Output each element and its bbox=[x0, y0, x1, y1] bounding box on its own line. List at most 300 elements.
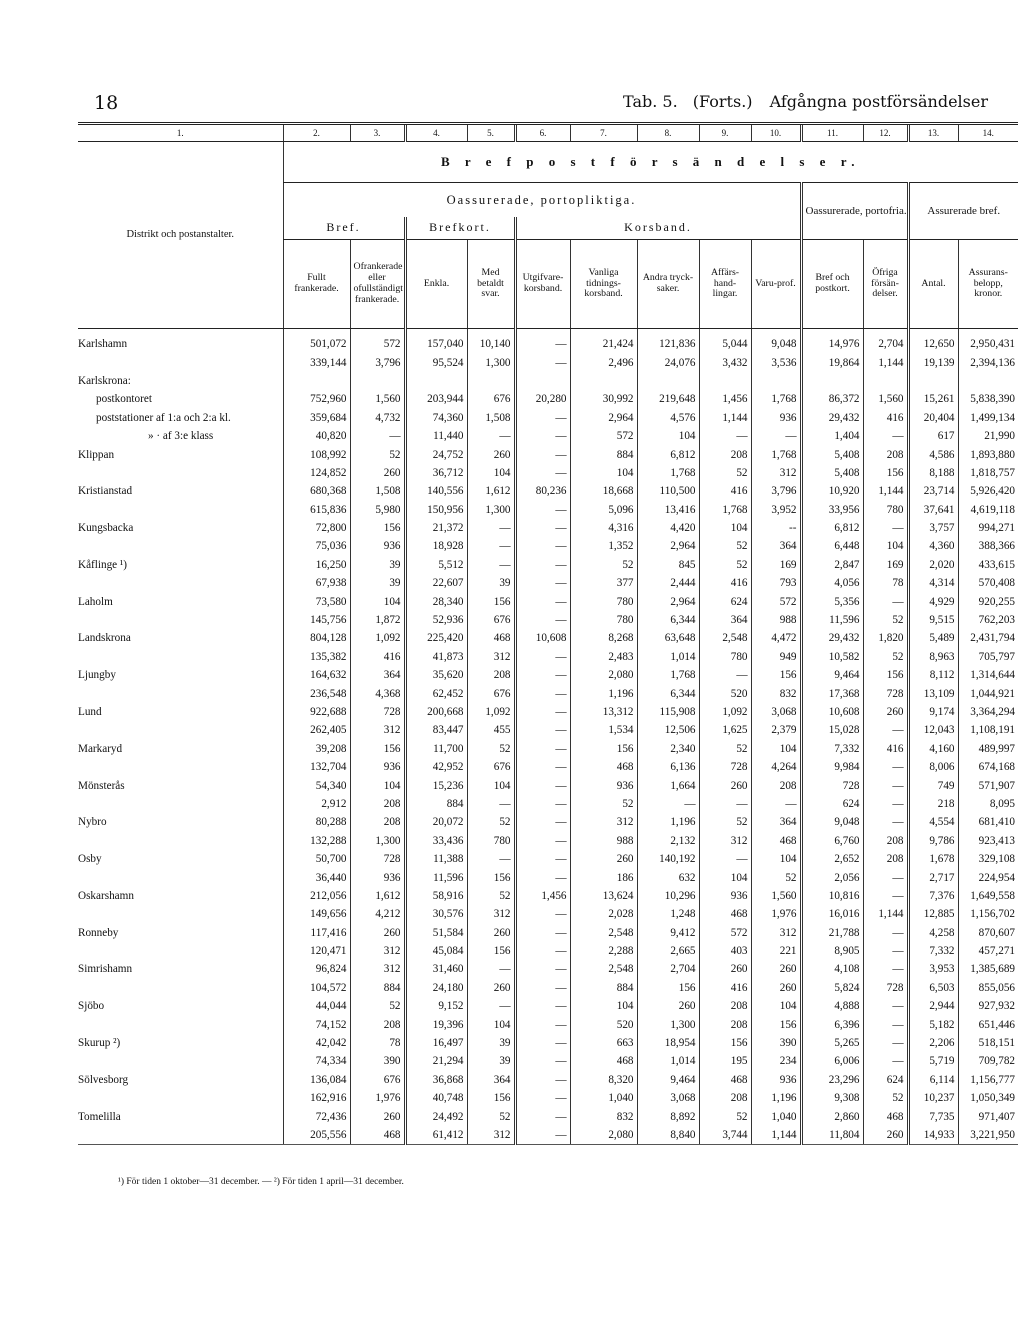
table-cell: — bbox=[515, 1089, 570, 1107]
table-cell: 260 bbox=[350, 464, 405, 482]
table-cell: — bbox=[863, 813, 908, 831]
table-cell: — bbox=[751, 427, 801, 445]
table-row bbox=[78, 501, 1018, 519]
table-cell: — bbox=[863, 887, 908, 905]
table-cell: 780 bbox=[863, 501, 908, 519]
table-cell: 5,824 bbox=[801, 979, 863, 997]
table-cell: 1,092 bbox=[699, 703, 751, 721]
table-cell: 2,912 bbox=[283, 795, 350, 813]
column-number: 13. bbox=[908, 124, 958, 142]
row-label: Tomelilla bbox=[78, 1110, 121, 1123]
table-cell: 416 bbox=[699, 482, 751, 500]
table-cell: 572 bbox=[350, 329, 405, 354]
column-number: 8. bbox=[637, 124, 699, 142]
table-cell: 52 bbox=[467, 887, 515, 905]
table-cell: — bbox=[515, 537, 570, 555]
table-cell: 15,261 bbox=[908, 390, 958, 408]
table-cell: 4,554 bbox=[908, 813, 958, 831]
table-cell: 3,068 bbox=[637, 1089, 699, 1107]
row-label bbox=[78, 942, 283, 960]
table-cell: 364 bbox=[751, 813, 801, 831]
table-cell: 832 bbox=[570, 1107, 637, 1125]
table-cell: 44,044 bbox=[283, 997, 350, 1015]
table-cell: 403 bbox=[699, 942, 751, 960]
table-cell: 6,136 bbox=[637, 758, 699, 776]
row-label bbox=[78, 684, 283, 702]
table-cell: 2,444 bbox=[637, 574, 699, 592]
row-label bbox=[78, 353, 283, 371]
row-label: Ronneby bbox=[78, 926, 119, 939]
row-label bbox=[78, 574, 283, 592]
table-cell: 6,344 bbox=[637, 684, 699, 702]
table-cell: 780 bbox=[570, 592, 637, 610]
table-cell: 132,704 bbox=[283, 758, 350, 776]
row-label bbox=[78, 648, 283, 666]
column-number: 4. bbox=[405, 124, 467, 142]
table-cell: 4,576 bbox=[637, 409, 699, 427]
table-cell: 1,508 bbox=[350, 482, 405, 500]
table-cell: 1,014 bbox=[637, 1052, 699, 1070]
table-cell: 4,264 bbox=[751, 758, 801, 776]
table-cell: 1,976 bbox=[350, 1089, 405, 1107]
table-cell: 86,372 bbox=[801, 390, 863, 408]
table-cell: — bbox=[515, 1015, 570, 1033]
table-cell: 21,372 bbox=[405, 519, 467, 537]
table-cell: 4,108 bbox=[801, 960, 863, 978]
table-cell: 11,700 bbox=[405, 740, 467, 758]
table-cell: 3,536 bbox=[751, 353, 801, 371]
table-cell: 1,196 bbox=[637, 813, 699, 831]
table-cell: 6,760 bbox=[801, 832, 863, 850]
table-cell: 728 bbox=[699, 758, 751, 776]
table-cell: 884 bbox=[570, 445, 637, 463]
table-cell: 728 bbox=[863, 979, 908, 997]
table-cell: — bbox=[699, 427, 751, 445]
table-cell: 1,248 bbox=[637, 905, 699, 923]
table-row bbox=[78, 464, 1018, 482]
subheader: Öfriga försän-delser. bbox=[863, 240, 908, 329]
table-cell: 104 bbox=[751, 740, 801, 758]
main-title-row bbox=[78, 142, 1018, 183]
table-cell: — bbox=[863, 427, 908, 445]
table-cell: 19,864 bbox=[801, 353, 863, 371]
table-cell: 11,596 bbox=[801, 611, 863, 629]
table-cell: 4,360 bbox=[908, 537, 958, 555]
table-cell: 1,300 bbox=[350, 832, 405, 850]
table-cell: — bbox=[863, 758, 908, 776]
table-cell: 33,956 bbox=[801, 501, 863, 519]
table-cell: 80,288 bbox=[283, 813, 350, 831]
page-number: 18 bbox=[94, 92, 119, 114]
table-cell: 728 bbox=[350, 703, 405, 721]
statistics-table bbox=[78, 122, 1018, 1145]
table-cell: — bbox=[515, 740, 570, 758]
table-cell: 1,456 bbox=[515, 887, 570, 905]
table-cell: 6,812 bbox=[637, 445, 699, 463]
table-cell: 416 bbox=[699, 979, 751, 997]
table-cell: 1,818,757 bbox=[958, 464, 1018, 482]
table-cell: 6,344 bbox=[637, 611, 699, 629]
table-cell: 390 bbox=[350, 1052, 405, 1070]
row-label: Kåflinge ¹) bbox=[78, 558, 128, 571]
table-cell: 468 bbox=[699, 905, 751, 923]
table-cell: 11,596 bbox=[405, 868, 467, 886]
table-cell: 52 bbox=[699, 813, 751, 831]
table-cell: 7,332 bbox=[908, 942, 958, 960]
table-cell: 11,804 bbox=[801, 1126, 863, 1145]
table-cell: 61,412 bbox=[405, 1126, 467, 1145]
subheader: Andra tryck-saker. bbox=[637, 240, 699, 329]
table-cell: — bbox=[699, 666, 751, 684]
table-cell: 936 bbox=[350, 758, 405, 776]
table-cell: 4,314 bbox=[908, 574, 958, 592]
table-cell: 364 bbox=[751, 537, 801, 555]
table-cell: 78 bbox=[350, 1034, 405, 1052]
table-cell: 73,580 bbox=[283, 592, 350, 610]
row-label: Simrishamn bbox=[78, 963, 133, 976]
table-cell bbox=[908, 372, 958, 390]
table-cell: — bbox=[515, 813, 570, 831]
table-cell: — bbox=[863, 960, 908, 978]
table-cell: — bbox=[467, 556, 515, 574]
table-cell: — bbox=[515, 721, 570, 739]
table-cell: 72,436 bbox=[283, 1107, 350, 1125]
table-cell: 225,420 bbox=[405, 629, 467, 647]
table-cell: 927,932 bbox=[958, 997, 1018, 1015]
table-cell: 19,396 bbox=[405, 1015, 467, 1033]
row-label bbox=[78, 1126, 283, 1145]
subheader: Ofrankerade eller ofullständigt frankerade. bbox=[350, 240, 405, 329]
table-cell: 156 bbox=[751, 1015, 801, 1033]
table-cell: 2,704 bbox=[863, 329, 908, 354]
table-cell: — bbox=[515, 832, 570, 850]
table-cell: 39 bbox=[350, 556, 405, 574]
table-cell: 5,408 bbox=[801, 464, 863, 482]
table-cell: 4,316 bbox=[570, 519, 637, 537]
table-cell: 2,394,136 bbox=[958, 353, 1018, 371]
table-cell: — bbox=[515, 1071, 570, 1089]
table-cell: 12,043 bbox=[908, 721, 958, 739]
table-cell: 104 bbox=[467, 776, 515, 794]
table-cell: 104 bbox=[699, 519, 751, 537]
table-cell: 52 bbox=[467, 740, 515, 758]
table-cell: 104 bbox=[699, 868, 751, 886]
table-row bbox=[78, 905, 1018, 923]
table-cell: — bbox=[515, 1052, 570, 1070]
subheader: Vanliga tidnings-korsband. bbox=[570, 240, 637, 329]
table-cell: 9,786 bbox=[908, 832, 958, 850]
table-cell: 6,114 bbox=[908, 1071, 958, 1089]
table-cell: — bbox=[515, 960, 570, 978]
table-cell: 1,678 bbox=[908, 850, 958, 868]
table-cell: 156 bbox=[863, 666, 908, 684]
table-row bbox=[78, 924, 1018, 942]
row-label bbox=[78, 979, 283, 997]
table-cell: 1,108,191 bbox=[958, 721, 1018, 739]
table-cell: 6,503 bbox=[908, 979, 958, 997]
table-cell: 1,144 bbox=[699, 409, 751, 427]
table-cell: 4,212 bbox=[350, 905, 405, 923]
table-cell: 1,092 bbox=[467, 703, 515, 721]
table-row bbox=[78, 537, 1018, 555]
row-label bbox=[78, 464, 283, 482]
table-cell: 156 bbox=[467, 1089, 515, 1107]
table-cell: 1,352 bbox=[570, 537, 637, 555]
table-cell: 16,250 bbox=[283, 556, 350, 574]
table-cell: 1,499,134 bbox=[958, 409, 1018, 427]
table-cell: 1,144 bbox=[863, 905, 908, 923]
table-cell: 33,436 bbox=[405, 832, 467, 850]
table-cell: 3,744 bbox=[699, 1126, 751, 1145]
table-cell: 416 bbox=[863, 740, 908, 758]
table-cell: 468 bbox=[751, 832, 801, 850]
table-cell: 39 bbox=[350, 574, 405, 592]
table-cell: 140,192 bbox=[637, 850, 699, 868]
table-cell: — bbox=[515, 427, 570, 445]
table-cell: 468 bbox=[570, 1052, 637, 1070]
table-cell: -- bbox=[751, 519, 801, 537]
table-cell: 680,368 bbox=[283, 482, 350, 500]
table-cell: 51,584 bbox=[405, 924, 467, 942]
table-cell: 156 bbox=[751, 666, 801, 684]
table-row bbox=[78, 979, 1018, 997]
assurerade-header: Assurerade bref. bbox=[908, 183, 1018, 240]
table-cell: 156 bbox=[350, 740, 405, 758]
table-cell: 884 bbox=[405, 795, 467, 813]
table-cell bbox=[801, 372, 863, 390]
table-cell: 2,379 bbox=[751, 721, 801, 739]
table-cell: 468 bbox=[350, 1126, 405, 1145]
table-cell: 12,506 bbox=[637, 721, 699, 739]
table-cell: 104 bbox=[570, 464, 637, 482]
table-cell: 1,560 bbox=[751, 887, 801, 905]
table-cell: 17,368 bbox=[801, 684, 863, 702]
table-cell: 651,446 bbox=[958, 1015, 1018, 1033]
table-cell: 1,156,777 bbox=[958, 1071, 1018, 1089]
table-cell: 74,334 bbox=[283, 1052, 350, 1070]
table-cell: 870,607 bbox=[958, 924, 1018, 942]
table-cell: 2,964 bbox=[570, 409, 637, 427]
table-cell: 135,382 bbox=[283, 648, 350, 666]
table-row bbox=[78, 776, 1018, 794]
table-row bbox=[78, 648, 1018, 666]
table-cell: 124,852 bbox=[283, 464, 350, 482]
table-cell: 4,888 bbox=[801, 997, 863, 1015]
korsband-header: Korsband. bbox=[515, 217, 801, 240]
table-cell: 9,515 bbox=[908, 611, 958, 629]
column-number: 2. bbox=[283, 124, 350, 142]
column-number: 1. bbox=[78, 124, 283, 142]
table-cell: 312 bbox=[751, 464, 801, 482]
table-cell: 208 bbox=[699, 1089, 751, 1107]
table-row bbox=[78, 758, 1018, 776]
table-body bbox=[78, 329, 1018, 1145]
table-cell: 16,016 bbox=[801, 905, 863, 923]
column-number: 14. bbox=[958, 124, 1018, 142]
table-cell: 117,416 bbox=[283, 924, 350, 942]
table-cell: 2,340 bbox=[637, 740, 699, 758]
table-cell: 9,412 bbox=[637, 924, 699, 942]
table-cell: 104 bbox=[637, 427, 699, 445]
row-label: Ljungby bbox=[78, 669, 116, 682]
table-cell: 52 bbox=[751, 868, 801, 886]
row-label bbox=[78, 795, 283, 813]
bref-header: Bref. bbox=[283, 217, 405, 240]
table-row bbox=[78, 1015, 1018, 1033]
table-cell: 156 bbox=[637, 979, 699, 997]
table-cell: — bbox=[863, 868, 908, 886]
table-cell: 36,440 bbox=[283, 868, 350, 886]
column-number: 11. bbox=[801, 124, 863, 142]
table-cell: 208 bbox=[350, 1015, 405, 1033]
row-label: Kungsbacka bbox=[78, 522, 134, 535]
table-cell: 2,080 bbox=[570, 666, 637, 684]
table-cell: 4,929 bbox=[908, 592, 958, 610]
table-title: Afgångna postförsändelser bbox=[769, 92, 988, 111]
table-row bbox=[78, 1034, 1018, 1052]
table-cell: 416 bbox=[699, 574, 751, 592]
table-cell: 10,296 bbox=[637, 887, 699, 905]
table-cell: 780 bbox=[699, 648, 751, 666]
table-cell: 312 bbox=[699, 832, 751, 850]
table-cell: 922,688 bbox=[283, 703, 350, 721]
table-cell: 1,144 bbox=[863, 353, 908, 371]
table-cell: 7,332 bbox=[801, 740, 863, 758]
table-row bbox=[78, 592, 1018, 610]
table-cell: 520 bbox=[570, 1015, 637, 1033]
table-cell: 6,812 bbox=[801, 519, 863, 537]
table-cell bbox=[751, 372, 801, 390]
table-cell: 218 bbox=[908, 795, 958, 813]
table-cell: 632 bbox=[637, 868, 699, 886]
table-cell: 1,040 bbox=[570, 1089, 637, 1107]
table-cell: 4,619,118 bbox=[958, 501, 1018, 519]
table-cell: 8,268 bbox=[570, 629, 637, 647]
table-row bbox=[78, 887, 1018, 905]
table-cell: 104 bbox=[467, 464, 515, 482]
table-cell: — bbox=[863, 942, 908, 960]
table-cell: 12,885 bbox=[908, 905, 958, 923]
table-cell: 681,410 bbox=[958, 813, 1018, 831]
table-cell: 1,196 bbox=[751, 1089, 801, 1107]
table-cell: 2,080 bbox=[570, 1126, 637, 1145]
table-cell: 2,548 bbox=[699, 629, 751, 647]
table-cell: 52 bbox=[863, 611, 908, 629]
table-row bbox=[78, 574, 1018, 592]
table-cell: 208 bbox=[751, 776, 801, 794]
table-row bbox=[78, 1052, 1018, 1070]
table-cell: — bbox=[467, 427, 515, 445]
row-label: Karlskrona: bbox=[78, 374, 131, 387]
table-cell: 709,782 bbox=[958, 1052, 1018, 1070]
table-cell: 120,471 bbox=[283, 942, 350, 960]
table-cell: — bbox=[467, 850, 515, 868]
table-cell: 572 bbox=[570, 427, 637, 445]
table-cell: — bbox=[863, 776, 908, 794]
table-cell bbox=[515, 372, 570, 390]
brefpost-title: B r e f p o s t f ö r s ä n d e l s e r. bbox=[283, 142, 1018, 183]
table-cell: 21,788 bbox=[801, 924, 863, 942]
table-cell: 132,288 bbox=[283, 832, 350, 850]
table-cell: — bbox=[515, 666, 570, 684]
table-cell: 663 bbox=[570, 1034, 637, 1052]
oassurerade-portopliktiga-header: Oassurerade, portopliktiga. bbox=[283, 183, 801, 218]
table-cell: 21,424 bbox=[570, 329, 637, 354]
table-cell: 96,824 bbox=[283, 960, 350, 978]
table-cell: 10,920 bbox=[801, 482, 863, 500]
table-row bbox=[78, 409, 1018, 427]
table-cell: 10,816 bbox=[801, 887, 863, 905]
table-cell: 5,489 bbox=[908, 629, 958, 647]
row-label: Nybro bbox=[78, 816, 107, 829]
table-cell: 169 bbox=[863, 556, 908, 574]
table-cell: 52 bbox=[699, 740, 751, 758]
table-cell: 35,620 bbox=[405, 666, 467, 684]
table-cell: 364 bbox=[467, 1071, 515, 1089]
table-cell: 208 bbox=[699, 997, 751, 1015]
table-cell: 208 bbox=[467, 666, 515, 684]
table-cell: 23,296 bbox=[801, 1071, 863, 1089]
table-cell: 75,036 bbox=[283, 537, 350, 555]
table-cell: 52 bbox=[699, 537, 751, 555]
table-cell bbox=[570, 372, 637, 390]
table-cell: 624 bbox=[863, 1071, 908, 1089]
table-cell: 518,151 bbox=[958, 1034, 1018, 1052]
table-cell: 39 bbox=[467, 1052, 515, 1070]
table-cell: — bbox=[515, 445, 570, 463]
table-cell: 804,128 bbox=[283, 629, 350, 647]
table-cell bbox=[699, 372, 751, 390]
table-cell bbox=[863, 372, 908, 390]
table-cell: 24,492 bbox=[405, 1107, 467, 1125]
table-cell: 994,271 bbox=[958, 519, 1018, 537]
table-cell bbox=[405, 372, 467, 390]
table-cell: 3,757 bbox=[908, 519, 958, 537]
table-cell: 3,364,294 bbox=[958, 703, 1018, 721]
table-cell: 1,456 bbox=[699, 390, 751, 408]
table-cell: 9,984 bbox=[801, 758, 863, 776]
table-row bbox=[78, 1071, 1018, 1089]
table-cell: 11,388 bbox=[405, 850, 467, 868]
table-cell bbox=[958, 372, 1018, 390]
table-cell: 104,572 bbox=[283, 979, 350, 997]
column-number: 9. bbox=[699, 124, 751, 142]
table-row bbox=[78, 445, 1018, 463]
table-cell: 1,768 bbox=[637, 464, 699, 482]
table-cell: 2,056 bbox=[801, 868, 863, 886]
row-label bbox=[78, 1015, 283, 1033]
table-cell: 260 bbox=[467, 445, 515, 463]
table-cell: 24,752 bbox=[405, 445, 467, 463]
table-cell: — bbox=[515, 979, 570, 997]
table-cell: 52 bbox=[699, 464, 751, 482]
table-cell: 157,040 bbox=[405, 329, 467, 354]
table-cell: 1,976 bbox=[751, 905, 801, 923]
table-cell: 140,556 bbox=[405, 482, 467, 500]
table-cell: 104 bbox=[751, 850, 801, 868]
table-cell: — bbox=[467, 537, 515, 555]
table-cell: 23,714 bbox=[908, 482, 958, 500]
row-label: Karlshamn bbox=[78, 338, 128, 351]
table-cell: 52,936 bbox=[405, 611, 467, 629]
table-cell: — bbox=[515, 556, 570, 574]
table-cell: 260 bbox=[350, 1107, 405, 1125]
table-cell: 42,952 bbox=[405, 758, 467, 776]
row-label bbox=[78, 905, 283, 923]
table-cell: 1,300 bbox=[637, 1015, 699, 1033]
table-cell: 312 bbox=[570, 813, 637, 831]
table-cell: — bbox=[515, 611, 570, 629]
